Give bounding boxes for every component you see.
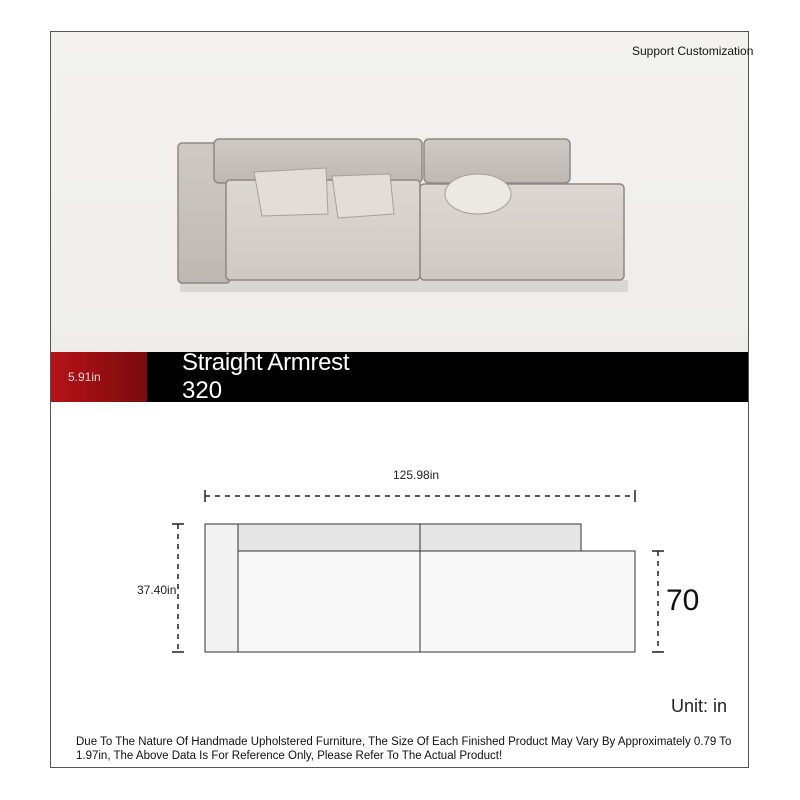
diagram-armrest [205, 524, 238, 652]
unit-label: Unit: in [671, 696, 728, 716]
diagram-seat-left [238, 551, 420, 652]
diagram-back-right [420, 524, 581, 551]
seat-depth-label: 70 [666, 584, 700, 617]
depth-label: 37.40in [137, 583, 177, 597]
diagram-seat-right [420, 551, 635, 652]
banner-subtitle: 320 [182, 377, 223, 404]
disclaimer-note: Due To The Nature Of Handmade Upholstered Furniture, The Size Of Each Finished Product May Vary By Approximately 0.79 To 1.97in, The Above Data Is For Reference Only, Please Refer To The Actual Product! [76, 736, 732, 762]
support-customization-label: Support Customization [632, 44, 754, 58]
banner-side-dimension: 5.91in [68, 370, 101, 384]
width-label: 125.98in [393, 468, 440, 482]
diagram-back-left [238, 524, 420, 551]
banner-title: Straight Armrest [182, 349, 350, 376]
